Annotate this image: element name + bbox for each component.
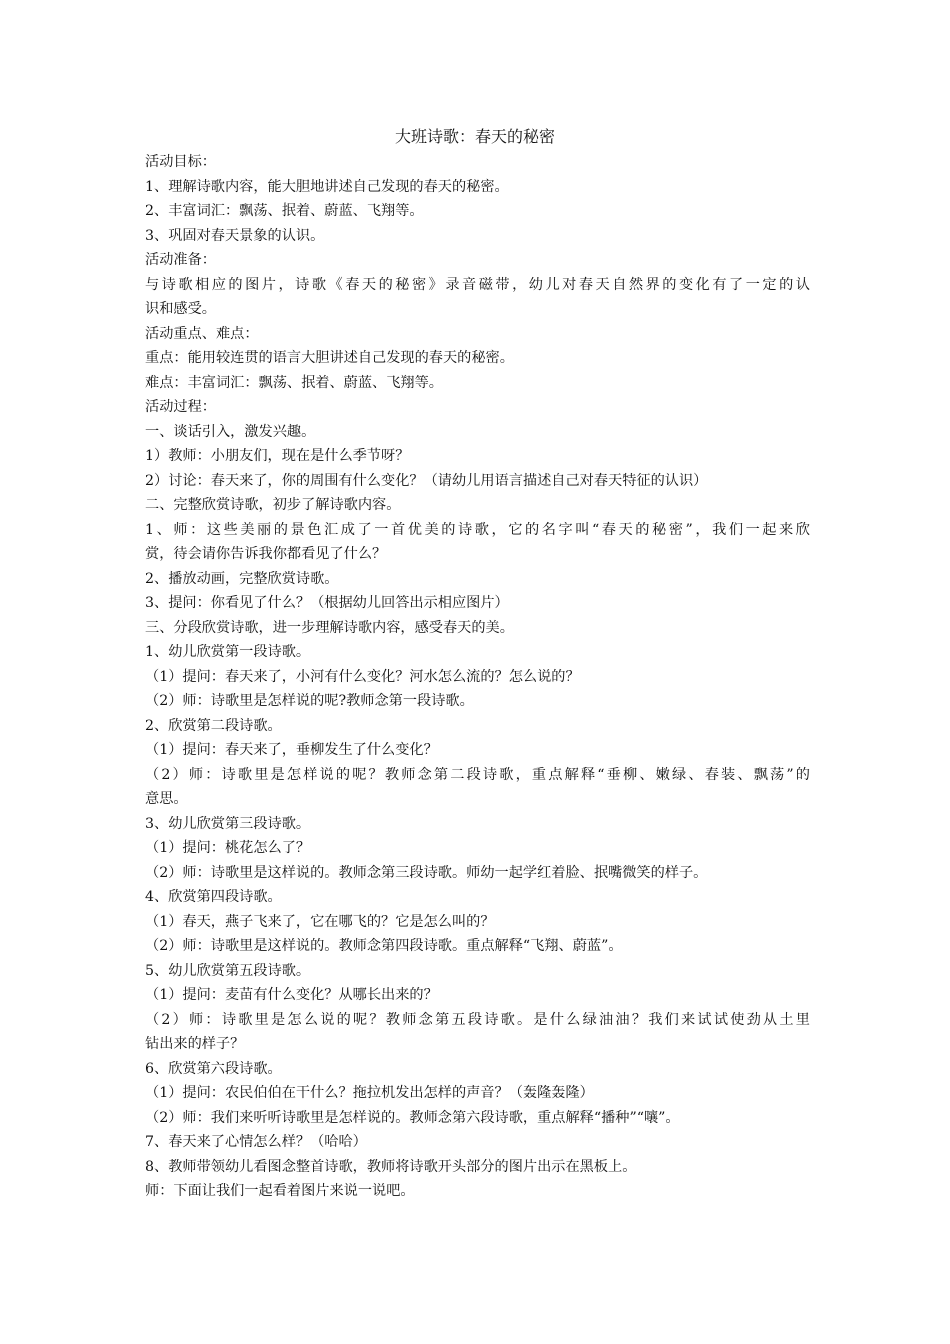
text-line: 1、师：这些美丽的景色汇成了一首优美的诗歌，它的名字叫“春天的秘密”，我们一起来欣 (145, 521, 810, 538)
text-line: 活动目标： (145, 154, 216, 170)
text-line: （1）提问：春天来了，小河有什么变化？河水怎么流的？怎么说的？ (145, 668, 580, 685)
text-line: 二、完整欣赏诗歌，初步了解诗歌内容。 (145, 497, 401, 513)
text-line: 赏，待会请你告诉我你都看见了什么？ (145, 546, 387, 562)
text-line: 与诗歌相应的图片，诗歌《春天的秘密》录音磁带，幼儿对春天自然界的变化有了一定的认 (145, 276, 810, 293)
text-line: 活动重点、难点： (145, 325, 259, 342)
text-line: 活动过程： (145, 399, 216, 415)
text-line: 重点：能用较连贯的语言大胆讲述自己发现的春天的秘密。 (145, 350, 514, 366)
text-line: 难点：丰富词汇：飘荡、抿着、蔚蓝、飞翔等。 (145, 374, 443, 391)
text-line: （2）师：诗歌里是怎样说的呢?教师念第一段诗歌。 (145, 693, 474, 709)
text-line: 8、教师带领幼儿看图念整首诗歌，教师将诗歌开头部分的图片出示在黑板上。 (145, 1158, 637, 1175)
text-line: 2、欣赏第二段诗歌。 (145, 717, 282, 734)
text-line: （1）提问：春天来了，垂柳发生了什么变化？ (145, 742, 438, 758)
document-body (145, 150, 810, 1204)
text-line: 2）讨论：春天来了，你的周围有什么变化？（请幼儿用语言描述自己对春天特征的认识） (145, 472, 708, 489)
text-line: 3、提问：你看见了什么？（根据幼儿回答出示相应图片） (145, 595, 509, 611)
text-line: 活动准备： (145, 252, 216, 268)
text-line: （1）春天，燕子飞来了，它在哪飞的？它是怎么叫的？ (145, 913, 495, 930)
document-title: 大班诗歌：春天的秘密 (394, 127, 555, 146)
text-line: 6、欣赏第六段诗歌。 (145, 1060, 282, 1077)
text-line: 5、幼儿欣赏第五段诗歌。 (145, 962, 311, 979)
text-line: （2）师：我们来听听诗歌里是怎样说的。教师念第六段诗歌，重点解释“播种”“嚷”。 (145, 1109, 680, 1126)
text-line: 2、丰富词汇：飘荡、抿着、蔚蓝、飞翔等。 (145, 203, 424, 219)
text-line: 意思。 (145, 791, 188, 807)
text-line: （1）提问：麦苗有什么变化？从哪长出来的？ (145, 987, 438, 1003)
text-line: （2）师：诗歌里是怎么说的呢？教师念第五段诗歌。是什么绿油油？我们来试试使劲从土里 (145, 1011, 810, 1028)
text-line: 师：下面让我们一起看着图片来说一说吧。 (145, 1183, 415, 1199)
text-line: 一、谈话引入，激发兴趣。 (145, 423, 316, 440)
text-line: 4、欣赏第四段诗歌。 (145, 889, 282, 905)
text-line: 2、播放动画，完整欣赏诗歌。 (145, 570, 339, 587)
text-line: 1、幼儿欣赏第一段诗歌。 (145, 644, 311, 660)
text-line: 1、理解诗歌内容，能大胆地讲述自己发现的春天的秘密。 (145, 178, 509, 195)
text-line: 1）教师：小朋友们，现在是什么季节呀？ (145, 448, 410, 464)
text-line: 3、幼儿欣赏第三段诗歌。 (145, 815, 311, 832)
text-line: （2）师：诗歌里是这样说的。教师念第三段诗歌。师幼一起学红着脸、抿嘴微笑的样子。 (145, 864, 708, 881)
text-line: 识和感受。 (145, 301, 216, 317)
text-line: （1）提问：桃花怎么了？ (145, 840, 311, 856)
text-line: （2）师：诗歌里是这样说的。教师念第四段诗歌。重点解释“飞翔、蔚蓝”。 (145, 938, 623, 954)
text-line: （2）师：诗歌里是怎样说的呢？教师念第二段诗歌，重点解释“垂柳、嫩绿、春装、飘荡”的 (145, 766, 810, 783)
text-line: 钻出来的样子？ (145, 1036, 245, 1052)
text-line: 7、春天来了心情怎么样？（哈哈） (145, 1134, 367, 1150)
text-line: （1）提问：农民伯伯在干什么？拖拉机发出怎样的声音？（轰隆轰隆） (145, 1085, 594, 1101)
text-line: 三、分段欣赏诗歌，进一步理解诗歌内容，感受春天的美。 (145, 619, 514, 636)
text-line: 3、巩固对春天景象的认识。 (145, 227, 325, 244)
